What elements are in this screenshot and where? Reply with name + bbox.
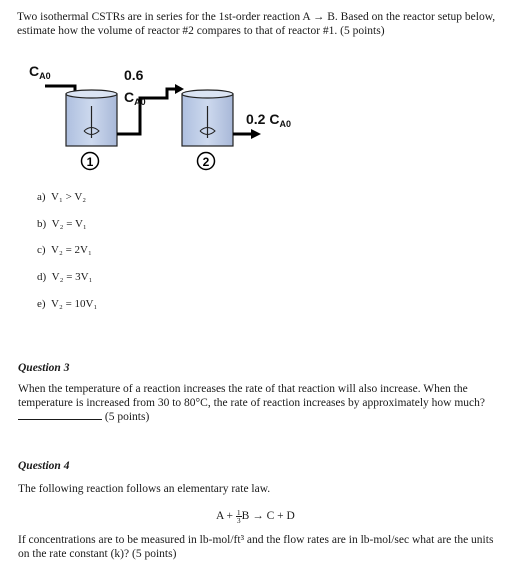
inlet-label: $C_{A0}$ bbox=[29, 63, 51, 81]
svg-text:2: 2 bbox=[202, 155, 210, 169]
reactor-2-badge bbox=[198, 153, 215, 170]
option-b[interactable] bbox=[37, 218, 87, 230]
option-prefix: d) bbox=[37, 271, 47, 283]
svg-text:1: 1 bbox=[86, 155, 94, 169]
question-2-text: Two isothermal CSTRs are in series for the 1st-order reaction A → B. Based on the reactor setup below, estimate how the volume of reactor #2 compares to that of reactor #1. (5 points) bbox=[17, 11, 496, 37]
option-text: V₂ = V₁ bbox=[51, 218, 87, 230]
option-prefix: e) bbox=[37, 298, 46, 310]
question-3-body: When the temperature of a reaction increases the rate of that reaction will also increase. When the temperature is increased from 30 to 80°C, the rate of reaction increases by approximately how much? bbox=[18, 383, 485, 409]
outlet-arrowhead bbox=[251, 129, 261, 139]
outlet-label: 0.2 $C_{A0}$ bbox=[246, 111, 291, 129]
question-3-points: (5 points) bbox=[104, 411, 150, 423]
option-d[interactable] bbox=[37, 271, 92, 283]
option-prefix: a) bbox=[37, 191, 46, 203]
reaction-equation: A + $\frac{1}{3}$ B → C + D bbox=[216, 508, 295, 525]
question-4-text: If concentrations are to be measured in lb-mol/ft³ and the flow rates are in lb-mol/sec what are the units on the rate constant (k)? (5 points) bbox=[18, 534, 494, 560]
question-4-intro: The following reaction follows an elementary rate law. bbox=[18, 483, 271, 495]
reactor-2 bbox=[182, 90, 233, 146]
option-text: V₂ = 3V₁ bbox=[51, 271, 93, 283]
question-4-heading: Question 4 bbox=[18, 460, 70, 472]
reactor-1 bbox=[66, 90, 117, 146]
question-3-heading: Question 3 bbox=[18, 362, 70, 374]
stoich-fraction: $\frac{1}{3}$ bbox=[236, 508, 241, 525]
option-text: V₁ > V₂ bbox=[51, 191, 87, 203]
question-3-text bbox=[18, 382, 500, 424]
intermediate-label: $C_{A0}$ bbox=[124, 89, 146, 107]
option-prefix: b) bbox=[37, 218, 47, 230]
reactor-diagram bbox=[0, 0, 521, 190]
option-a[interactable] bbox=[37, 191, 86, 203]
intermediate-label-value: 0.6 bbox=[124, 67, 144, 83]
option-text: V₂ = 10V₁ bbox=[51, 298, 98, 310]
option-c[interactable] bbox=[37, 244, 92, 256]
option-e[interactable] bbox=[37, 298, 97, 310]
option-prefix: c) bbox=[37, 244, 46, 256]
reactor-1-badge bbox=[82, 153, 99, 170]
option-text: V₂ = 2V₁ bbox=[51, 244, 92, 256]
answer-blank[interactable] bbox=[18, 410, 102, 420]
